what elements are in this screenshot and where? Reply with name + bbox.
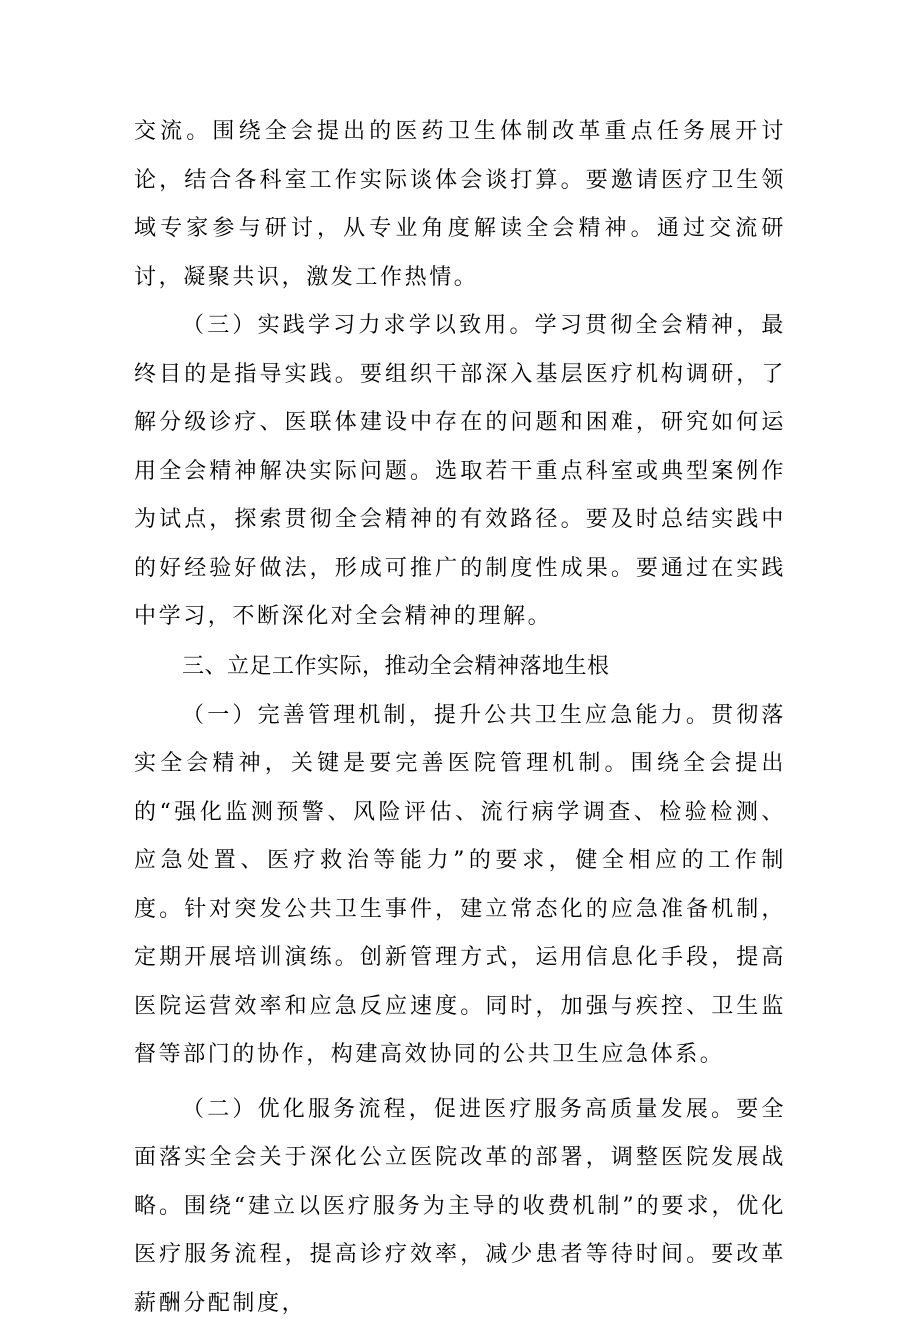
paragraph-continued-exchange: 交流。围绕全会提出的医药卫生体制改革重点任务展开讨论，结合各科室工作实际谈体会谈打算。要邀请医疗卫生领域专家参与研讨，从专业角度解读全会精神。通过交流研讨，凝聚共识，激发工作热情。 <box>134 108 786 302</box>
paragraph-service-process: （二）优化服务流程，促进医疗服务高质量发展。要全面落实全会关于深化公立医院改革的部署，调整医院发展战略。围绕“建立以医疗服务为主导的收费机制”的要求，优化医疗服务流程，提高诊疗效率，减少患者等待时间。要改革薪酬分配制度， <box>134 1086 786 1328</box>
document-body <box>134 108 786 1328</box>
paragraph-management-mechanism: （一）完善管理机制，提升公共卫生应急能力。贯彻落实全会精神，关键是要完善医院管理机制。围绕全会提出的“强化监测预警、风险评估、流行病学调查、检验检测、应急处置、医疗救治等能力”的要求，健全相应的工作制度。针对突发公共卫生事件，建立常态化的应急准备机制，定期开展培训演练。创新管理方式，运用信息化手段，提高医院运营效率和应急反应速度。同时，加强与疾控、卫生监督等部门的协作，构建高效协同的公共卫生应急体系。 <box>134 692 786 1080</box>
paragraph-practice-learning: （三）实践学习力求学以致用。学习贯彻全会精神，最终目的是指导实践。要组织干部深入基层医疗机构调研，了解分级诊疗、医联体建设中存在的问题和困难，研究如何运用全会精神解决实际问题。选取若干重点科室或典型案例作为试点，探索贯彻全会精神的有效路径。要及时总结实践中的好经验好做法，形成可推广的制度性成果。要通过在实践中学习，不断深化对全会精神的理解。 <box>134 302 786 642</box>
section-heading-three: 三、立足工作实际，推动全会精神落地生根 <box>134 642 786 692</box>
